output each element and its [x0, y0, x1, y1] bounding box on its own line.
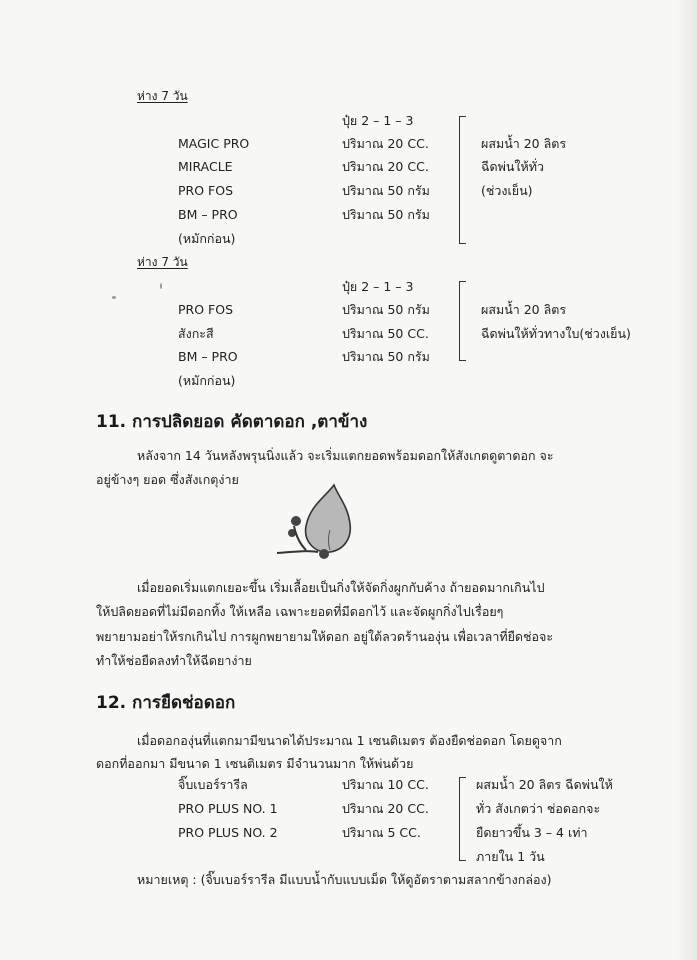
mixing-note: ผสมน้ำ 20 ลิตร	[481, 136, 567, 151]
paragraph-line: เมื่อดอกองุ่นที่แตกมามีขนาดได้ประมาณ 1 เซนติเมตร ต้องยืดช่อดอก โดยดูจาก	[137, 733, 562, 748]
product-name: BM – PRO	[178, 207, 238, 222]
paragraph-line: อยู่ข้างๆ ยอด ซึ่งสังเกตุง่าย	[96, 472, 239, 487]
product-name: MAGIC PRO	[178, 136, 250, 151]
paragraph-line: พยายามอย่าให้รกเกินไป การผูกพยายามให้ดอก อยู่ใต้ลวดร้านองุ่น เพื่อเวลาที่ยืดช่อจะ	[96, 629, 554, 644]
product-amount: ปริมาณ 10 CC.	[342, 777, 429, 792]
scan-speck	[112, 296, 116, 299]
product-amount: ปริมาณ 5 CC.	[342, 825, 421, 840]
paragraph-line: ให้ปลิดยอดที่ไม่มีดอกทิ้ง ให้เหลือ เฉพาะยอดที่มีดอกไว้ และจัดผูกกิ่งไปเรื่อยๆ	[96, 604, 504, 619]
product-amount: ปริมาณ 50 CC.	[342, 326, 429, 341]
product-amount: ปริมาณ 50 กรัม	[342, 349, 430, 364]
mixing-note: ทั่ว สังเกตว่า ช่อดอกจะ	[476, 801, 601, 816]
product-amount: ปริมาณ 50 กรัม	[342, 302, 430, 317]
product-name: PRO PLUS NO. 2	[178, 825, 278, 840]
bracket-line	[459, 777, 466, 861]
mixing-note: ภายใน 1 วัน	[476, 849, 545, 864]
mixing-note: ยืดยาวขึ้น 3 – 4 เท่า	[476, 825, 588, 840]
bracket-line	[459, 281, 466, 361]
product-note: (หมักก่อน)	[178, 231, 236, 246]
product-name: PRO FOS	[178, 183, 233, 198]
product-name: MIRACLE	[178, 159, 233, 174]
product-amount: ปริมาณ 20 CC.	[342, 801, 429, 816]
product-name: PRO PLUS NO. 1	[178, 801, 278, 816]
fertilizer-formula: ปุ๋ย 2 – 1 – 3	[342, 113, 414, 128]
mixing-note: ฉีดพ่นให้ทั่วทางใบ(ช่วงเย็น)	[481, 326, 631, 341]
interval-heading: ห่าง 7 วัน	[137, 255, 188, 269]
grape-leaf-illustration	[272, 482, 382, 562]
product-amount: ปริมาณ 20 CC.	[342, 159, 429, 174]
fertilizer-formula: ปุ๋ย 2 – 1 – 3	[342, 279, 414, 294]
product-name: สังกะสี	[178, 326, 214, 341]
product-name: PRO FOS	[178, 302, 233, 317]
mixing-note: ฉีดพ่นให้ทั่ว	[481, 159, 545, 174]
paragraph-line: หลังจาก 14 วันหลังพรุนนิ่งแล้ว จะเริ่มแตกยอดพร้อมดอกให้สังเกตดูตาดอก จะ	[137, 448, 554, 463]
product-note: (หมักก่อน)	[178, 373, 236, 388]
section-heading: 11. การปลิดยอด คัดตาดอก ,ตาข้าง	[96, 412, 368, 432]
paragraph-line: ทำให้ช่อยืดลงทำให้ฉีดยาง่าย	[96, 653, 252, 668]
mixing-note: ผสมน้ำ 20 ลิตร ฉีดพ่นให้	[476, 777, 613, 792]
bracket-line	[459, 116, 466, 244]
mixing-note: (ช่วงเย็น)	[481, 183, 533, 198]
product-amount: ปริมาณ 20 CC.	[342, 136, 429, 151]
paragraph-line: เมื่อยอดเริ่มแตกเยอะขึ้น เริ่มเลื้อยเป็นกิ่งให้จัดกิ่งผูกกับค้าง ถ้ายอดมากเกินไป	[137, 580, 545, 595]
paragraph-line: ดอกที่ออกมา มีขนาด 1 เซนติเมตร มีจำนวนมาก ให้พ่นด้วย	[96, 756, 414, 771]
remark-line: หมายเหตุ : (จิ๊บเบอร์รารีล มีแบบน้ำกับแบบเม็ด ให้ดูอัตราตามสลากข้างกล่อง)	[137, 872, 552, 887]
section-heading: 12. การยืดช่อดอก	[96, 693, 236, 713]
interval-heading: ห่าง 7 วัน	[137, 89, 188, 103]
product-amount: ปริมาณ 50 กรัม	[342, 183, 430, 198]
scan-speck	[160, 283, 162, 289]
mixing-note: ผสมน้ำ 20 ลิตร	[481, 302, 567, 317]
product-name: จิ๊บเบอร์รารีล	[178, 777, 248, 792]
product-name: BM – PRO	[178, 349, 238, 364]
product-amount: ปริมาณ 50 กรัม	[342, 207, 430, 222]
